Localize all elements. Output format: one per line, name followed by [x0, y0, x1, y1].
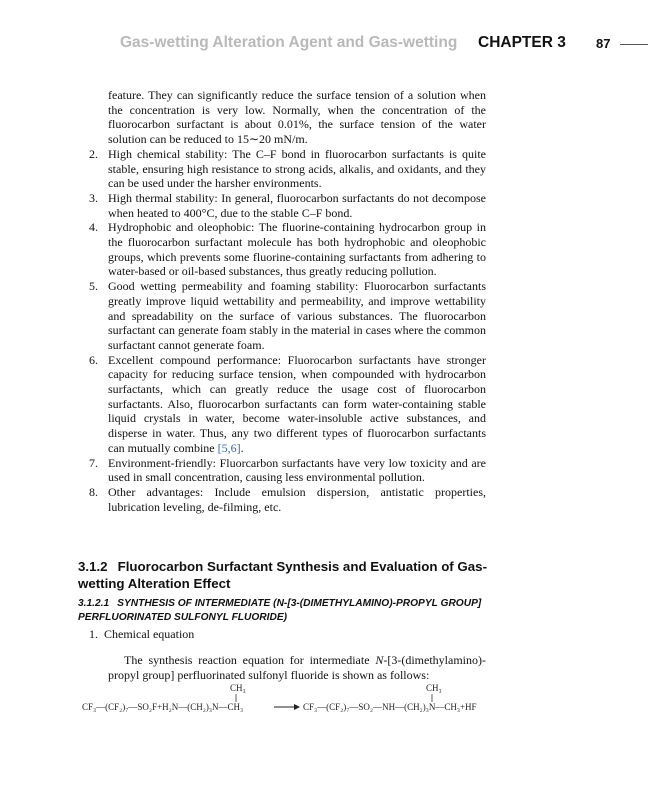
step-number: 1.: [89, 627, 98, 641]
section-title: Fluorocarbon Surfactant Synthesis and Evaluation of Gas-wetting Alteration Effect: [78, 559, 487, 591]
equation-reactants: CF₃—(CF₂)₇—SO₂F+H₂N—(CH₂)₃N—CH₃: [82, 702, 244, 712]
list-number: 6.: [89, 352, 98, 367]
intro-paragraph: feature. They can significantly reduce the surface tension of a solution when the concentration is very low. Normally, when the concentration of the fluorocarbon surfactant is about 0.01%, the surface tension of the water solution can be reduced to 15∼20 mN/m.: [108, 88, 486, 147]
list-text: Hydrophobic and oleophobic: The fluorine-containing hydrocarbon group in the fluorocarbon surfactant molecule has both hydrophobic and oleophobic groups, which prevents some fluorine-containing surfactants from adhering to water-based or oil-based substances, thus greatly reducing pollution.: [108, 220, 486, 279]
list-item: [89, 352, 486, 456]
chemical-equation: [78, 682, 498, 722]
ch3-label-right: CH₃: [426, 683, 442, 693]
list-text: High thermal stability: In general, fluorocarbon surfactants do not decompose when heated to 400°C, due to the stable C–F bond.: [108, 190, 486, 220]
feature-list: [89, 146, 486, 515]
chapter-label: CHAPTER 3: [478, 34, 566, 51]
list-number: 8.: [89, 484, 98, 499]
citation-link[interactable]: [5,6]: [217, 440, 241, 455]
list-number: 5.: [89, 279, 98, 294]
running-header: [0, 32, 648, 56]
section-heading: [78, 559, 498, 592]
section-number: 3.1.2: [78, 559, 108, 574]
list-number: 2.: [89, 146, 98, 161]
running-title: Gas-wetting Alteration Agent and Gas-wetting: [120, 34, 458, 51]
list-number: 3.: [89, 190, 98, 205]
list-item: [89, 279, 486, 353]
list-text: Excellent compound performance: Fluorocarbon surfactants have stronger capacity for reducing surface tension, when compounded with hydrocarbon surfactants, which can greatly reduce the usage cost of fluorocarbon surfactants. Also, fluorocarbon surfactants can form water-containing stable liquid crystals in water, become water-insoluble active substances, and disperse in water. Thus, any two different types of fluorocarbon surfactants can mutually combine: [108, 352, 486, 455]
subsection-number: 3.1.2.1: [78, 598, 110, 609]
list-number: 4.: [89, 220, 98, 235]
list-text-end: .: [240, 440, 244, 455]
step-paragraph-text: The synthesis reaction equation for intermediate: [124, 653, 376, 667]
step-label: Chemical equation: [104, 627, 195, 641]
equation-figure: [78, 682, 498, 722]
arrow-head-icon: [294, 704, 300, 710]
page-number: 87: [596, 36, 611, 51]
step-heading: [89, 627, 489, 642]
step-paragraph-italic: N: [375, 653, 384, 667]
subsection-heading: [78, 597, 498, 624]
list-text: Good wetting permeability and foaming stability: Fluorocarbon surfactants greatly improve liquid wettability and permeability, and improve wettability and spreadability on the surface of various substances. The fluorocarbon surfactant can generate foam stably in the material in cases where the common surfactant cannot generate foam.: [108, 279, 486, 352]
list-number: 7.: [89, 455, 98, 470]
list-item: [89, 146, 486, 191]
step-paragraph-text-end: -[3-(dimethylamino)-propyl group] perfluorinated sulfonyl fluoride is shown as follows:: [108, 653, 486, 682]
header-rule: [620, 44, 648, 45]
list-item: [89, 484, 486, 514]
subsection-title: SYNTHESIS OF INTERMEDIATE (N-[3-(DIMETHYLAMINO)-PROPYL GROUP] PERFLUORINATED SULFONYL FLUORIDE): [78, 598, 482, 623]
list-text: Environment-friendly: Fluorcarbon surfactants have very low toxicity and are used in small concentration, causing less environmental pollution.: [108, 455, 486, 485]
list-item: [89, 455, 486, 485]
step-paragraph: [108, 653, 486, 682]
equation-products: CF₃—(CF₂)₇—SO₂—NH—(CH₂)₃N—CH₃+HF: [303, 702, 477, 712]
body-text: [89, 88, 486, 514]
list-item: [89, 190, 486, 220]
ch3-label-left: CH₃: [230, 683, 246, 693]
list-item: [89, 220, 486, 279]
list-text: Other advantages: Include emulsion dispersion, antistatic properties, lubrication leveling, de-filming, etc.: [108, 484, 486, 514]
list-text: High chemical stability: The C–F bond in fluorocarbon surfactants is quite stable, ensuring high resistance to strong acids, alkalis, and oxidants, and they can be used under the harsher environments.: [108, 146, 486, 191]
